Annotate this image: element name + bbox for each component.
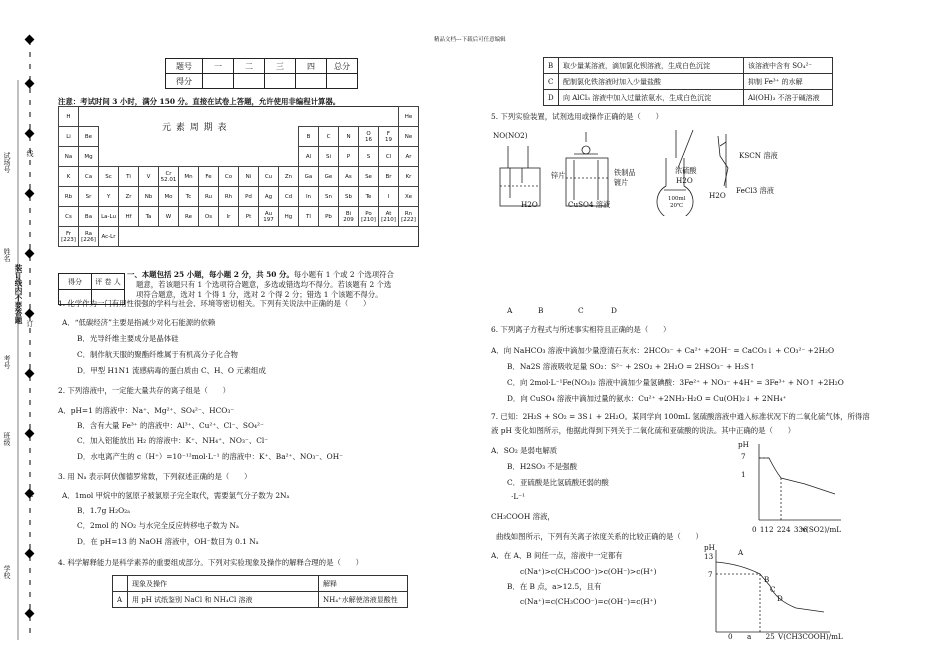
q5-label-no-no2: NO(NO2) (493, 131, 528, 140)
empty-cell (239, 227, 259, 247)
element-cell: Y (99, 187, 119, 207)
element-cell: Al (299, 147, 319, 167)
empty-cell (319, 227, 339, 247)
score-input-cell[interactable] (327, 74, 358, 89)
empty-cell (179, 227, 199, 247)
q4-row-letter: C (544, 74, 559, 90)
element-cell: Ca (79, 167, 99, 187)
element-cell: Br (379, 167, 399, 187)
q1-option-c: C．制作航天服的聚酯纤维属于有机高分子化合物 (77, 350, 238, 359)
q8-line-1: CH₃COOH 溶液， (491, 512, 555, 521)
q5-label-zinc: 锌片 (551, 171, 566, 180)
element-cell: Re (179, 207, 199, 227)
chart2-y13: 13 (704, 552, 714, 561)
q6-option-c: C．向 2mol·L⁻¹Fe(NO₃)₂ 溶液中滴加少量氢碘酸：3Fe²⁺ + NO₃⁻ +4H⁺ = 3Fe³⁺ + NO↑ +2H₂O (507, 378, 844, 387)
empty-cell (279, 147, 299, 167)
q6-option-a: A．向 NaHCO₃ 溶液中滴加少量澄清石灰水：2HCO₃⁻ + Ca²⁺ +2OH⁻ = CaCO₃↓ + CO₃²⁻ +2H₂O (491, 346, 835, 355)
element-cell: Hg (279, 207, 299, 227)
element-cell: Sc (99, 167, 119, 187)
section-title: 一、本题包括 25 小题，每小题 2 分，共 50 分。 (127, 270, 294, 279)
section-score-label: 得分 (59, 274, 92, 290)
q5-label-acid: 浓硫酸 (675, 166, 697, 175)
q5-label-temp: 20℃ (670, 203, 684, 209)
empty-cell (339, 107, 359, 127)
element-cell: Mg (79, 147, 99, 167)
element-cell: Ga (299, 167, 319, 187)
q1-option-a: A．“低碳经济”主要是指减少对化石能源的依赖 (62, 318, 216, 327)
empty-cell (239, 147, 259, 167)
binding-line-text: 装订线内不要答题 (14, 264, 23, 324)
element-cell: Cd (279, 187, 299, 207)
element-cell: Sn (319, 187, 339, 207)
q5-label-iron: 铁制品 (614, 168, 636, 177)
score-input-cell[interactable] (265, 74, 296, 89)
score-row-label: 得分 (166, 74, 203, 89)
empty-cell (159, 147, 179, 167)
q3-option-a: A．1mol 甲烷中的氢原子被氯原子完全取代，需要氯气分子数为 2Nₐ (62, 491, 290, 500)
section-desc-1: 每小题有 1 个或 2 个选项符合 (293, 270, 394, 279)
q4-row-explanation: 该溶液中含有 SO₄²⁻ (744, 58, 833, 74)
empty-cell (259, 127, 279, 147)
mark-xian: 线 (26, 150, 34, 157)
label-class: 班级 (3, 432, 11, 446)
element-cell: Fr [223] (59, 227, 79, 247)
q3-option-c: C．2mol 的 NO₂ 与水完全反应转移电子数为 Nₐ (77, 521, 239, 530)
element-cell: Mo (159, 187, 179, 207)
chart1-curve (759, 458, 835, 494)
chart2-point-b: B (764, 575, 770, 584)
element-cell: N (339, 127, 359, 147)
q5-label-cuso4: CuSO4 溶液 (568, 200, 611, 209)
element-cell: B (299, 127, 319, 147)
element-cell: H (59, 107, 79, 127)
element-cell: P (339, 147, 359, 167)
element-cell: Nb (139, 187, 159, 207)
q7-option-a: A．SO₂ 是弱电解质 (491, 446, 558, 455)
q4-row-letter: B (544, 58, 559, 74)
q4-table-part2 (543, 57, 833, 106)
score-header-cell: 四 (296, 59, 327, 74)
q5-label-h2o-d: H2O (709, 191, 726, 200)
score-header-cell: 一 (203, 59, 234, 74)
empty-cell (119, 227, 139, 247)
element-cell: Sr (79, 187, 99, 207)
score-input-cell[interactable] (203, 74, 234, 89)
element-cell: Sb (339, 187, 359, 207)
empty-cell (259, 227, 279, 247)
label-exam-no: 考号 (3, 355, 11, 369)
element-cell: Li (59, 127, 79, 147)
q1-stem: 1. 化学作为一门有用性很强的学科与社会、环境等密切相关。下列有关说法中正确的是（ ） (58, 299, 371, 308)
header-watermark: 精品文档---下载后可任意编辑 (434, 37, 506, 43)
q4-row-operation: 配制氯化铁溶液时加入少量盐酸 (559, 74, 744, 90)
empty-cell (239, 127, 259, 147)
q4-row-operation: 向 AlCl₃ 溶液中加入过量浓氨水，生成白色沉淀 (559, 90, 744, 106)
q8-option-a: A．在 A、B 间任一点，溶液中一定都有 (491, 551, 623, 560)
q7-option-b: B．H2SO₃ 不是强酸 (507, 462, 577, 471)
empty-cell (379, 107, 399, 127)
element-cell: Ra [226] (79, 227, 99, 247)
mark-ding: 订 (26, 320, 34, 327)
element-cell: S (359, 147, 379, 167)
element-cell: Ne (399, 127, 419, 147)
empty-cell (99, 147, 119, 167)
empty-cell (139, 147, 159, 167)
q4-row-explanation: 抑制 Fe³⁺ 的水解 (744, 74, 833, 90)
periodic-title: 元 素 周 期 表 (162, 123, 228, 133)
q8-option-b-relation: c(Na⁺)=c(CH₃COO⁻)=c(OH⁻)=c(H⁺) (520, 597, 657, 606)
element-cell: La-Lu (99, 207, 119, 227)
q3-option-d: D．在 pH=13 的 NaOH 溶液中，OH⁻数目为 0.1 Nₐ (77, 537, 259, 546)
empty-cell (139, 227, 159, 247)
empty-cell (339, 227, 359, 247)
chart1-xlabel: v(SO2)/mL (802, 525, 842, 534)
q4-col-header: 解释 (319, 576, 408, 592)
empty-cell (359, 107, 379, 127)
q5-option-a: A (507, 306, 513, 315)
score-header-cell: 二 (234, 59, 265, 74)
element-cell: Ge (319, 167, 339, 187)
element-cell: Po [210] (359, 207, 379, 227)
element-cell: Rn [222] (399, 207, 419, 227)
chart1-ylabel: pH (738, 440, 749, 449)
element-cell: Kr (399, 167, 419, 187)
chart2-point-d: D (777, 594, 783, 603)
element-cell: Be (79, 127, 99, 147)
chart2-ticks: 0 a 25 (728, 632, 775, 641)
element-cell: F 19 (379, 127, 399, 147)
chart2-ylabel: pH (704, 543, 715, 552)
element-cell: Ar (399, 147, 419, 167)
element-cell: Ir (219, 207, 239, 227)
element-cell: Te (359, 187, 379, 207)
element-cell: Ba (79, 207, 99, 227)
q5-label-kscn: KSCN 溶液 (739, 151, 778, 160)
score-input-cell[interactable] (296, 74, 327, 89)
label-room: 试场号 (3, 152, 11, 173)
q5-option-d: D (611, 306, 617, 315)
empty-cell (199, 147, 219, 167)
element-cell: Ni (239, 167, 259, 187)
q4-stem: 4. 科学解释能力是科学素养的重要组成部分。下列对实验现象及操作的解释合理的是（ ） (58, 558, 364, 567)
empty-cell (199, 227, 219, 247)
q6-option-b: B．Na2S 溶液吸收足量 SO₂：S²⁻ + 2SO₂ + 2H₂O = 2HSO₃⁻ + H₂S↑ (507, 362, 756, 371)
element-cell: He (399, 107, 419, 127)
element-cell: Tc (179, 187, 199, 207)
q4-row-explanation: Al(OH)₃ 不溶于碱溶液 (744, 90, 833, 106)
element-cell: Bi 209 (339, 207, 359, 227)
element-cell: At [210] (379, 207, 399, 227)
section-grader-label: 评 卷 人 (92, 274, 125, 290)
empty-cell (399, 227, 419, 247)
element-cell: Ru (199, 187, 219, 207)
q4-row-letter: D (544, 90, 559, 106)
q5-stem: 5. 下列实验装置，试剂选用或操作正确的是（ ） (491, 112, 663, 121)
element-cell: C (319, 127, 339, 147)
q4-row-explanation: NH₄⁺水解使溶液显酸性 (319, 592, 408, 608)
score-header-cell: 题号 (166, 59, 203, 74)
empty-cell (279, 127, 299, 147)
q1-option-b: B．光导纤维主要成分是晶体硅 (77, 334, 179, 343)
element-cell: Pb (319, 207, 339, 227)
empty-cell (139, 107, 159, 127)
empty-cell (79, 107, 99, 127)
periodic-table (58, 106, 419, 247)
q6-option-d: D．向 CuSO₄ 溶液中滴加过量的氨水：Cu²⁺ +2NH₃·H₂O = Cu(OH)₂↓ + 2NH₄⁺ (507, 394, 787, 403)
empty-cell (259, 147, 279, 167)
element-cell: In (299, 187, 319, 207)
score-input-cell[interactable] (234, 74, 265, 89)
empty-cell (119, 107, 139, 127)
empty-cell (219, 227, 239, 247)
element-cell: Tl (299, 207, 319, 227)
label-name: 姓名 (3, 248, 11, 262)
q8-option-a-relation: c(Na⁺)>c(CH₃COO⁻)>c(OH⁻)>c(H⁺) (520, 567, 657, 576)
empty-cell (319, 107, 339, 127)
element-cell: Hf (119, 207, 139, 227)
q7-stem-2: 液 pH 变化如图所示，他据此得到下列关于二氧化硫和亚硫酸的说法。其中正确的是（ ） (491, 426, 796, 435)
q5-label-fecl3: FeCl3 溶液 (736, 186, 774, 195)
element-cell: W (159, 207, 179, 227)
chart1-ticks: 0 112 224 336 (752, 525, 808, 534)
empty-cell (99, 107, 119, 127)
section-desc-3: 项符合题意，选对 1 个得 1 分，选对 2 个得 2 分；错选 1 个该题不得分。 (136, 290, 383, 299)
q7-stem-1: 7. 已知：2H₂S + SO₂ = 3S↓ + 2H₂O。某同学向 100mL 氢硫酸溶液中通入标准状况下的二氧化硫气体，所得溶 (491, 412, 870, 421)
empty-cell (279, 227, 299, 247)
q8-option-b: B．在 B 点，a>12.5，且有 (507, 582, 602, 591)
q4-table-part1 (112, 575, 408, 608)
q2-option-c: C．加入铝能放出 H₂ 的溶液中：K⁺、NH₄⁺、NO₃⁻、Cl⁻ (77, 436, 269, 445)
element-cell: Pt (239, 207, 259, 227)
empty-cell (379, 227, 399, 247)
element-cell: Ta (139, 207, 159, 227)
empty-cell (219, 147, 239, 167)
element-cell: As (339, 167, 359, 187)
element-cell: Cl (379, 147, 399, 167)
element-cell: Xe (399, 187, 419, 207)
q5-option-c: C (578, 306, 584, 315)
element-cell: Au 197 (259, 207, 279, 227)
q2-option-d: D．水电离产生的 c（H⁺）=10⁻¹²mol·L⁻¹ 的溶液中：K⁺、Ba²⁺、NO₃⁻、OH⁻ (77, 452, 344, 461)
q6-stem: 6. 下列离子方程式与所述事实相符且正确的是（ ） (491, 325, 671, 334)
q7-ph-chart (745, 440, 845, 530)
q1-option-d: D．甲型 H1N1 流感病毒的蛋白质由 C、H、O 元素组成 (77, 366, 266, 375)
element-cell: Rb (59, 187, 79, 207)
element-cell: K (59, 167, 79, 187)
element-cell: Cs (59, 207, 79, 227)
score-header-cell: 总分 (327, 59, 358, 74)
q5-label-plate: 镀片 (614, 178, 629, 187)
q5-label-flask: 100ml (668, 196, 686, 202)
section-desc-2: 题意，若该题只有 1 个选项符合题意，多选或错选均不得分。若该题有 2 个选 (136, 280, 392, 289)
q5-label-h2o-c: H2O (676, 176, 693, 185)
empty-cell (119, 147, 139, 167)
chart2-y7: 7 (708, 570, 713, 579)
element-cell: Co (219, 167, 239, 187)
q7-option-c: C．亚硫酸是比氢硫酸还弱的酸 (507, 478, 609, 487)
element-cell: Ag (259, 187, 279, 207)
element-cell: Rh (219, 187, 239, 207)
element-cell: Zr (119, 187, 139, 207)
q4-col-header (113, 576, 128, 592)
element-cell: Se (359, 167, 379, 187)
q4-row-letter: A (113, 592, 128, 608)
empty-cell (139, 127, 159, 147)
element-cell: Zn (279, 167, 299, 187)
q5-label-h2o-a: H2O (521, 200, 538, 209)
element-cell: Fe (199, 167, 219, 187)
mark-zhuang: 装 (26, 490, 34, 497)
q8-line-2: 曲线如图所示，下列有关离子浓度关系的比较正确的是（ ） (496, 532, 703, 541)
score-header-cell: 三 (265, 59, 296, 74)
q2-option-b: B．含有大量 Fe³⁺ 的溶液中：Al³⁺、Cu²⁺、Cl⁻、SO₄²⁻ (77, 421, 264, 430)
empty-cell (239, 107, 259, 127)
exam-notice: 注意：考试时间 3 小时，满分 150 分。直接在试卷上答题，允许使用非编程计算器。 (58, 97, 341, 106)
element-cell: I (379, 187, 399, 207)
chart1-y7: 7 (741, 452, 746, 461)
empty-cell (299, 107, 319, 127)
empty-cell (299, 227, 319, 247)
label-school: 学校 (3, 565, 11, 579)
empty-cell (159, 227, 179, 247)
element-cell: Na (59, 147, 79, 167)
q3-stem: 3. 用 Nₐ 表示阿伏伽德罗常数，下列叙述正确的是（ ） (58, 472, 252, 481)
q2-stem: 2. 下列溶液中，一定能大量共存的离子组是（ ） (58, 386, 230, 395)
element-cell: Cr 52.01 (159, 167, 179, 187)
chart1-y1: 1 (741, 470, 746, 479)
element-cell: Ac-Lr (99, 227, 119, 247)
element-cell: V (139, 167, 159, 187)
chart2-point-a: A (738, 548, 744, 557)
q2-option-a: A．pH=1 的溶液中：Na⁺、Mg²⁺、SO₄²⁻、HCO₃⁻ (58, 406, 235, 415)
element-cell: Cu (259, 167, 279, 187)
q3-option-b: B．1.7g H₂O₂ₐ (77, 506, 130, 515)
q4-col-header: 现象及操作 (128, 576, 319, 592)
element-cell: Si (319, 147, 339, 167)
q4-row-operation: 用 pH 试纸鉴别 NaCl 和 NH₄Cl 溶液 (128, 592, 319, 608)
score-table (165, 58, 358, 89)
element-cell: Os (199, 207, 219, 227)
q5-option-b: B (538, 306, 544, 315)
element-cell: Mn (179, 167, 199, 187)
empty-cell (179, 147, 199, 167)
empty-cell (279, 107, 299, 127)
empty-cell (259, 107, 279, 127)
empty-cell (359, 227, 379, 247)
chart2-point-c: C (770, 585, 776, 594)
empty-cell (119, 127, 139, 147)
q7-option-d-fragment: ·L⁻¹ (511, 492, 526, 501)
element-cell: O 16 (359, 127, 379, 147)
element-cell: Ti (119, 167, 139, 187)
element-cell: Pd (239, 187, 259, 207)
empty-cell (99, 127, 119, 147)
chart2-xlabel: V(CH3COOH)/mL (778, 632, 843, 641)
q4-row-operation: 取少量某溶液，滴加氯化钡溶液，生成白色沉淀 (559, 58, 744, 74)
